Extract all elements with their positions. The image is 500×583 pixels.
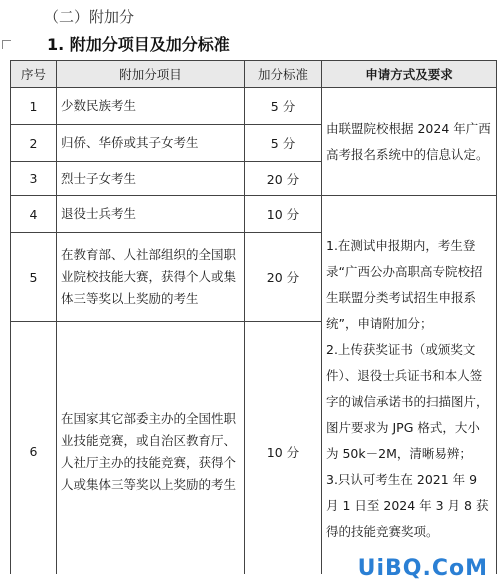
- method-step-2: 2.上传获奖证书（或颁奖文件）、退役士兵证书和本人签字的诚信承诺书的扫描图片，图片要求为 JPG 格式，大小为 50k－2M，清晰易辨；: [326, 341, 489, 461]
- header-no: 序号: [11, 61, 57, 88]
- row-points: 10 分: [245, 196, 322, 233]
- row-no: 6: [11, 322, 57, 582]
- header-method: 申请方式及要求: [322, 61, 497, 88]
- header-points: 加分标准: [245, 61, 322, 88]
- row-no: 3: [11, 162, 57, 196]
- page-title: 1. 附加分项目及加分标准: [47, 35, 230, 54]
- row-points: 20 分: [245, 233, 322, 322]
- bonus-points-table: [10, 60, 497, 582]
- method-group-1: 由联盟院校根据 2024 年广西高考报名系统中的信息认定。: [322, 88, 497, 196]
- section-title: （二）附加分: [44, 8, 135, 26]
- method-step-3: 3.只认可考生在 2021 年 9 月 1 日至 2024 年 3 月 8 获得的技能竞赛奖项。: [326, 471, 489, 539]
- row-points: 10 分: [245, 322, 322, 582]
- row-no: 2: [11, 125, 57, 162]
- row-item: 少数民族考生: [57, 88, 245, 125]
- site-watermark: UiBQ.CoM: [357, 556, 488, 581]
- method-group-2: [322, 196, 497, 582]
- table-anchor-icon: [2, 40, 11, 49]
- table-header-row: [11, 61, 497, 88]
- row-no: 1: [11, 88, 57, 125]
- row-points: 20 分: [245, 162, 322, 196]
- row-no: 5: [11, 233, 57, 322]
- row-item: 在国家其它部委主办的全国性职业技能竞赛，或自治区教育厅、人社厅主办的技能竞赛，获得个人或集体三等奖以上奖励的考生: [57, 322, 245, 582]
- table-row: [11, 196, 497, 233]
- row-item: 在教育部、人社部组织的全国职业院校技能大赛，获得个人或集体三等奖以上奖励的考生: [57, 233, 245, 322]
- method-step-1: 1.在测试申报期内，考生登录“广西公办高职高专院校招生联盟分类考试招生申报系统”，申请附加分；: [326, 237, 483, 331]
- row-item: 烈士子女考生: [57, 162, 245, 196]
- table-row: [11, 88, 497, 125]
- row-points: 5 分: [245, 125, 322, 162]
- header-item: 附加分项目: [57, 61, 245, 88]
- row-item: 退役士兵考生: [57, 196, 245, 233]
- row-item: 归侨、华侨或其子女考生: [57, 125, 245, 162]
- row-points: 5 分: [245, 88, 322, 125]
- row-no: 4: [11, 196, 57, 233]
